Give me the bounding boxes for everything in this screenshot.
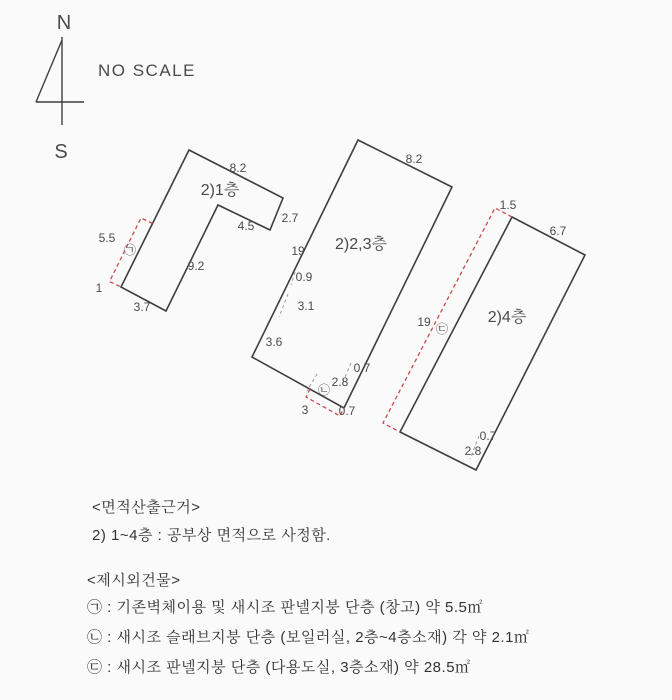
extra-building-item-c: ㉢ : 새시조 판넬지붕 단층 (다용도실, 3층소재) 약 28.5㎡ — [87, 659, 471, 676]
area-basis-line: 2) 1~4층 : 공부상 면적으로 사정함. — [92, 527, 331, 544]
dim-b1-inner: 4.5 — [237, 219, 255, 233]
dim-annex-c-length: 19 — [417, 315, 431, 329]
dim-annex-b-length: 3 — [301, 403, 309, 417]
extra-buildings-title: <제시외건물> — [87, 572, 181, 589]
dim-annex-c-width: 1.5 — [499, 198, 517, 212]
building-4f-label: 2)4층 — [487, 309, 527, 326]
dim-b2-top: 8.2 — [405, 152, 423, 166]
dim-b3-offset2: 2.8 — [464, 444, 482, 458]
dim-b1-side: 9.2 — [187, 259, 205, 273]
annex-c-symbol: ㉢ — [435, 322, 449, 336]
annex-a-symbol: ㉠ — [123, 243, 137, 257]
building-2-3f-label: 2)2,3층 — [335, 236, 387, 253]
dim-b1-right: 2.7 — [281, 211, 299, 225]
extra-building-item-a: ㉠ : 기존벽체이용 및 새시조 판넬지붕 단층 (창고) 약 5.5㎡ — [87, 599, 483, 616]
dim-annex-a-length: 5.5 — [98, 231, 116, 245]
building-1f-label: 2)1층 — [200, 182, 240, 199]
dim-b2-offset2: 2.8 — [331, 375, 349, 389]
dim-b1-top: 8.2 — [229, 161, 247, 175]
no-scale-label: NO SCALE — [98, 61, 196, 80]
dim-b2-seg1: 0.9 — [295, 270, 313, 284]
compass-south-label: S — [54, 141, 68, 163]
dim-annex-b-width: 0.7 — [338, 404, 356, 418]
dim-annex-a-width: 1 — [95, 281, 103, 295]
dim-b3-offset1: 0.7 — [479, 429, 497, 443]
compass-north-label: N — [56, 12, 72, 34]
dim-b2-left: 19 — [291, 244, 305, 258]
area-basis-title: <면적산출근거> — [92, 499, 201, 516]
dim-b2-seg3: 3.6 — [265, 335, 283, 349]
annex-b-symbol: ㉡ — [317, 383, 331, 397]
dim-b2-offset1: 0.7 — [353, 361, 371, 375]
dim-b3-top: 6.7 — [549, 224, 567, 238]
dim-b1-bottom: 3.7 — [133, 300, 151, 314]
dim-b2-seg2: 3.1 — [297, 299, 315, 313]
extra-building-item-b: ㉡ : 새시조 슬래브지붕 단층 (보일러실, 2층~4층소재) 각 약 2.1㎡ — [87, 629, 530, 646]
